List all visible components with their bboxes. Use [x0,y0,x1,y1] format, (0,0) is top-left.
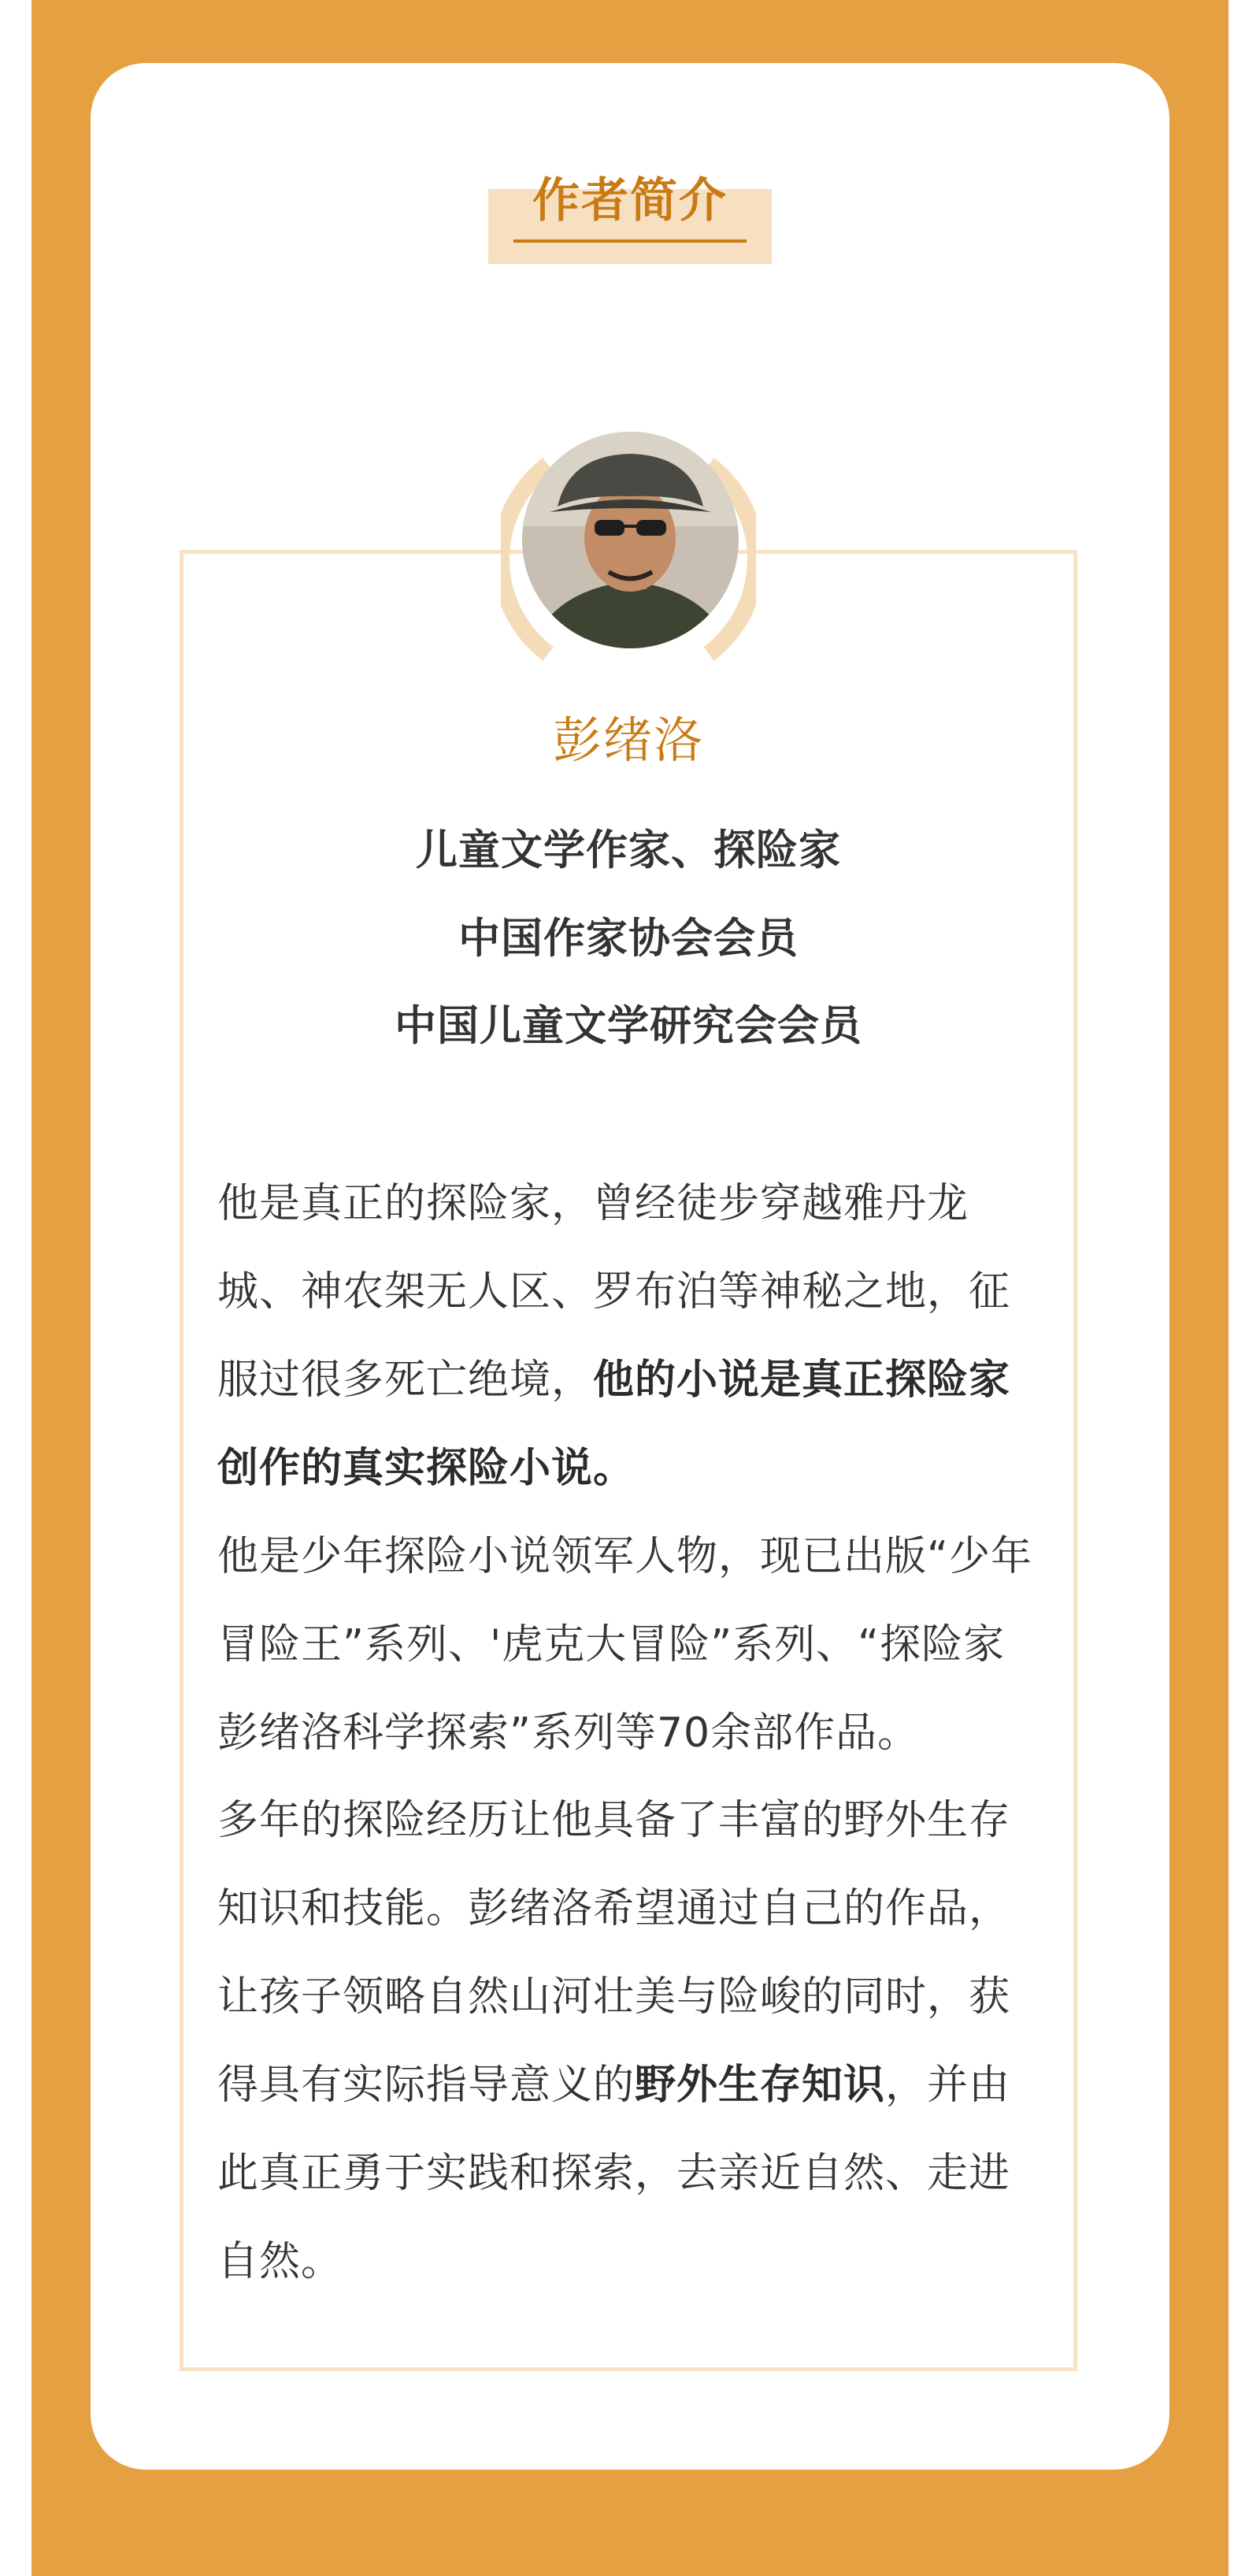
author-name: 彭绪洛 [552,711,704,769]
author-role: 中国作家协会会员 [458,915,799,963]
bio-highlight: 他的小说是真正探险家创作的真实探险小说。 [217,1357,1011,1492]
bio-paragraph [217,1776,1044,2306]
author-role: 儿童文学作家、探险家 [416,826,841,874]
bio-paragraph [217,1513,1044,1777]
section-header [488,165,772,264]
bio-highlight: 野外生存知识 [635,2062,886,2109]
page-title: 作者简介 [532,173,728,228]
author-role: 中国儿童文学研究会会员 [395,1002,862,1050]
bio-paragraph [217,1160,1044,1513]
author-avatar [522,432,739,648]
bio-text: ，并由此真正勇于实践和探索，去亲近自然、走进自然。 [217,2062,1011,2285]
bio-text: 多年的探险经历让他具备了丰富的野外生存知识和技能。彭绪洛希望通过自己的作品，让孩子领略自然山河壮美与险峻的同时，获得具有实际指导意义的 [217,1797,1011,2109]
title-underline [513,239,747,243]
bio-text: 他是少年探险小说领军人物，现已出版“少年冒险王”系列、'虎克大冒险”系列、“探险家彭绪洛科学探索”系列等70余部作品。 [217,1533,1032,1757]
bio-text: 他是真正的探险家，曾经徒步穿越雅丹龙城、神农架无人区、罗布泊等神秘之地，征服过很多死亡绝境， [217,1180,1011,1404]
